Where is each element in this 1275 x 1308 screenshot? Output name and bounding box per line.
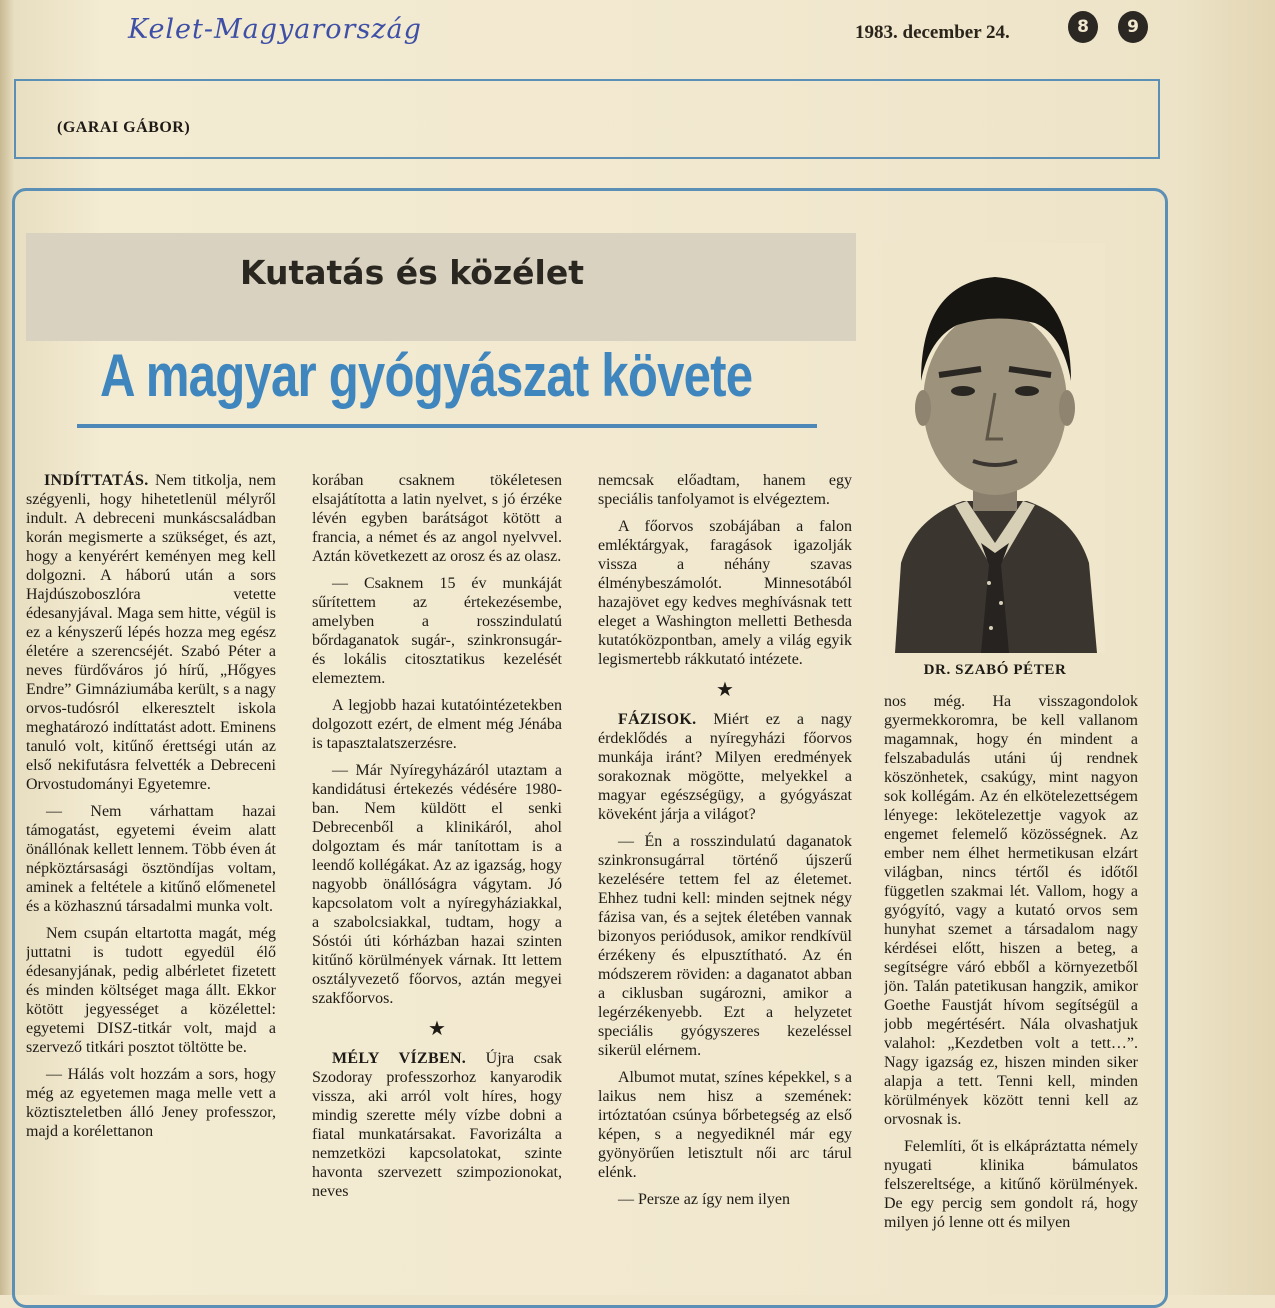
paragraph: MÉLY VÍZBEN. Újra csak Szodoray professzorhoz kanyarodik vissza, aki arról volt híres, hogy mindig szerette mély vízbe dobni a fiatal munkatársakat. Favorizálta a nemzetközi kapcsolatokat, szinte havonta szervezett szimpozionokat, neves: [312, 1050, 562, 1200]
paragraph: Albumot mutat, színes képekkel, s a laikus nem hisz a szemének: irtóztatóan csúnya bőrbetegség az első képen, s a negyediknél már egy gyönyörűen letisztult női arc tárul elénk.: [598, 1069, 852, 1181]
photo-caption: DR. SZABÓ PÉTER: [923, 662, 1067, 678]
paragraph: INDÍTTATÁS. Nem titkolja, nem szégyenli, hogy hihetetlenül mélyről indult. A debreceni munkáscsaládban korán megismerte a szükséget, és azt, hogy a kenyérért keményen meg kell dolgozni. A háború után a sors Hajdúszoboszlóra vetette édesanyjával. Maga sem hitte, végül is ez a kényszerű lépés hozza meg egész életére a szerencséjét. Szabó Péter a neves fürdőváros jó hírű, „Hőgyes Endre” Gimnáziumába került, s a nagy orvos-tudósról elkeresztelt iskola meghatározó indíttatást adott. Eminens tanuló volt, kitűnő érettségi után az első nekifutásra felvették a Debreceni Orvostudományi Egyetemre.: [26, 472, 276, 793]
page-number-badge: 9: [1118, 11, 1148, 43]
section-star: ★: [716, 679, 734, 701]
headline-rule: [77, 424, 817, 428]
byline: (GARAI GÁBOR): [57, 119, 191, 136]
paragraph: — Hálás volt hozzám a sors, hogy még az egyetemen maga melle vett a köztiszteletben álló Jeney professzor, majd a korélettanon: [26, 1066, 276, 1140]
article-column-1: [26, 471, 276, 1295]
article-column-4: [884, 692, 1138, 1295]
section-star: ★: [428, 1018, 446, 1040]
article-kicker: Kutatás és közélet: [240, 253, 585, 292]
paragraph: — Már Nyíregyházáról utaztam a kandidátusi értekezés védésére 1980-ban. Nem küldött el senki Debrecenből a klinikáról, ahol dolgoztam és már tanítottam is a leendő kollégákat. Az az igazság, hogy nagyobb önállóságra vágytam. Jó kapcsolatom volt a nyíregyháziakkal, a szabolcsiakkal, tudtam, hogy a Sóstói úti kórházban hazai szinten kitűnő körülmények várnak. Itt lettem osztályvezető főorvos, aztán megyei szakfőorvos.: [312, 762, 562, 1007]
paragraph: A főorvos szobájában a falon emléktárgyak, faragások igazolják vissza a néhány szavas élménybeszámolót. Minnesotából hazajövet egy kedves meghívásnak tett eleget a Washington melletti Bethesda kutatóközpontban, amely a világ egyik legismertebb rákkutató intézete.: [598, 518, 852, 668]
paragraph: — Én a rosszindulatú daganatok szinkronsugárral történő újszerű kezelésére tettem fel az életemet. Ehhez tudni kell: minden sejtnek négy fázisa van, és a sejtek életében vannak bizonyos periódusok, amikor rendkívül érzékeny és elpusztítható. Az én módszerem röviden: a daganatot abban a ciklusban sugározni, amikor a legérzékenyebb. Ezt a helyzetet speciális gyógyszeres kezeléssel sikerül elérnem.: [598, 833, 852, 1059]
paragraph: nos még. Ha visszagondolok gyermekkoromra, be kell vallanom magamnak, hogy én mindent a felszabadulás utáni új rendnek köszönhetek, csakúgy, mint nagyon sok kollégám. Az én elkötelezettségem lényege: lekötelezettje vagyok az engemet felemelő közösségnek. Az ember nem élhet hermetikusan elzárt világban, nincs tértől és időtől független szakmai lét. Vallom, hogy a gyógyító, vagy a kutató orvos sem hunyhat szemet a társadalom nagy kérdései előtt, hiszen a beteg, a segítségre váró ebből a környezetből jön. Talán patetikusan hangzik, amikor Goethe Faustját hívom segítségül a jobb megértésért. Nála olvashatjuk valahol: „Kezdetben volt a tett…”. Nagy igazság ez, hiszen minden siker alapja a tett. Tenni kell, minden körülmények között tenni kell az orvosnak is.: [884, 693, 1138, 1128]
portrait-photo: [885, 243, 1105, 653]
paragraph: Felemlíti, őt is elkápráztatta némely nyugati klinika bámulatos felszereltsége, a kitűnő körülmények. De egy percig sem gondolt rá, hogy milyen jó lenne ott és milyen: [884, 1138, 1138, 1231]
article-column-3: [598, 471, 852, 1295]
paragraph: FÁZISOK. Miért ez a nagy érdeklődés a nyíregyházi főorvos munkája iránt? Milyen eredmények sorakoznak mögötte, melyekkel a magyar egészségügy, a gyógyászat köveként járja a világot?: [598, 711, 852, 823]
article-headline: A magyar gyógyászat követe: [100, 342, 753, 409]
paragraph: korában csaknem tökéletesen elsajátította a latin nyelvet, s jó érzéke lévén egyben barátságot kötött a francia, a német és az angol nyelvvel. Aztán következett az orosz és az olasz.: [312, 472, 562, 565]
paragraph: nemcsak előadtam, hanem egy speciális tanfolyamot is elvégeztem.: [598, 472, 852, 508]
issue-date: 1983. december 24.: [855, 22, 1010, 43]
article-column-2: [312, 471, 562, 1295]
page-right-shadow: [1175, 0, 1275, 1295]
paragraph: Nem csupán eltartotta magát, még juttatni is tudott egyedül élő édesanyjának, pedig albérletet fizetett és minden költséget maga állt. Ekkor kötött jegyességet a közélettel: egyetemi DISZ-titkár volt, majd a szervező titkári posztot töltötte be.: [26, 925, 276, 1056]
page-number-badge: 8: [1068, 11, 1098, 43]
paragraph: — Csaknem 15 év munkáját sűrítettem az értekezésembe, amelyben a rosszindulatú bőrdaganatok sugár-, szinkronsugár- és lokális citosztatikus kezelését elemeztem.: [312, 575, 562, 687]
paragraph: — Persze az így nem ilyen: [618, 1191, 790, 1208]
paragraph: — Nem várhattam hazai támogatást, egyetemi éveim alatt önállónak kellett lennem. Több éven át népköztársasági ösztöndíjas voltam, aminek a feltétele a kitűnő előmenetel és a közhasznú társadalmi munka volt.: [26, 803, 276, 915]
handwritten-source-note: Kelet-Magyarország: [128, 14, 422, 45]
paragraph: A legjobb hazai kutatóintézetekben dolgozott ezért, de elment még Jénába is tapasztalatszerzésre.: [312, 697, 562, 752]
